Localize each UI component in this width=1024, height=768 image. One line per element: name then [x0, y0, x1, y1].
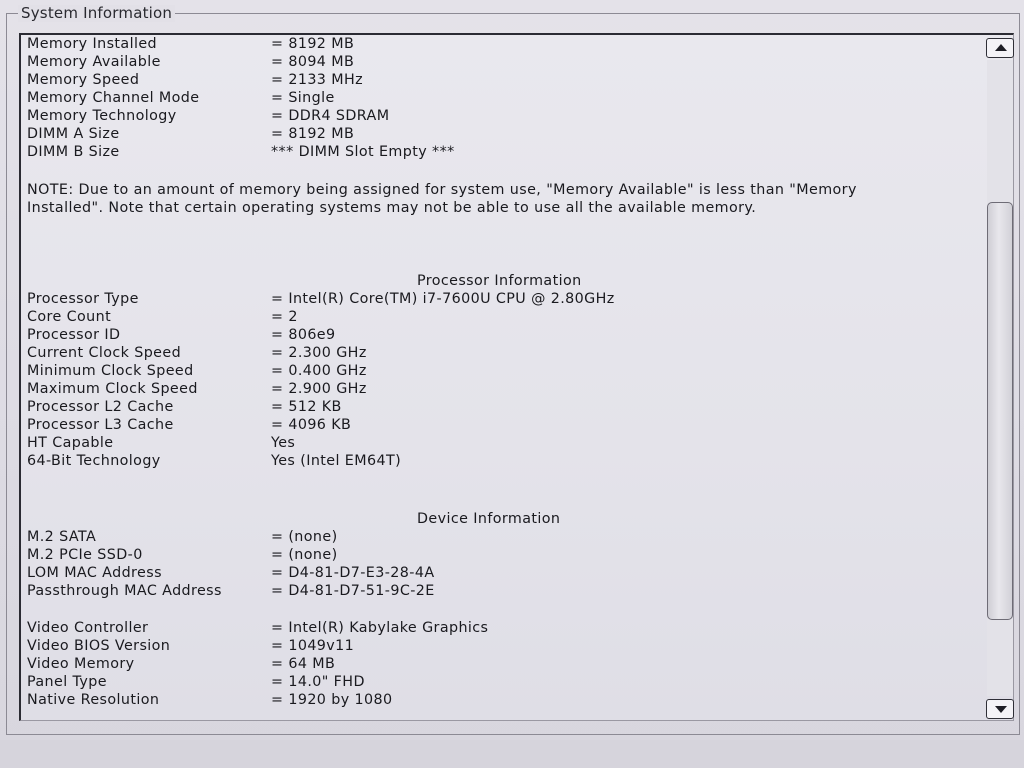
row-label: LOM MAC Address — [27, 565, 162, 581]
scroll-down-button[interactable] — [986, 699, 1014, 719]
row-value: = 8192 MB — [271, 126, 355, 142]
row-label: Processor L2 Cache — [27, 399, 174, 415]
row-label: Processor L3 Cache — [27, 417, 174, 433]
row-value: Yes (Intel EM64T) — [271, 453, 402, 469]
row-label: Video Controller — [27, 620, 149, 636]
row-label: Video Memory — [27, 656, 135, 672]
row-label: 64-Bit Technology — [27, 453, 161, 469]
row-value: = 2133 MHz — [271, 72, 364, 88]
row-value: = 1049v11 — [271, 638, 355, 654]
row-label: M.2 SATA — [27, 529, 97, 545]
row-value: = (none) — [271, 529, 338, 545]
row-label: Memory Installed — [27, 36, 157, 52]
row-value: = 1920 by 1080 — [271, 692, 393, 708]
row-value: = 2.300 GHz — [271, 345, 367, 361]
row-label: Video BIOS Version — [27, 638, 171, 654]
row-value: = D4-81-D7-51-9C-2E — [271, 583, 435, 599]
row-value: = Single — [271, 90, 335, 106]
row-value: Yes — [271, 435, 296, 451]
row-label: DIMM A Size — [27, 126, 120, 142]
row-value: = 4096 KB — [271, 417, 352, 433]
row-value: = 8192 MB — [271, 36, 355, 52]
row-value: = 8094 MB — [271, 54, 355, 70]
row-label: M.2 PCIe SSD-0 — [27, 547, 143, 563]
info-panel[interactable] — [19, 33, 1014, 721]
row-value: = (none) — [271, 547, 338, 563]
row-label: Memory Available — [27, 54, 161, 70]
scroll-thumb[interactable] — [987, 202, 1013, 620]
row-label: Minimum Clock Speed — [27, 363, 194, 379]
processor-heading: Processor Information — [417, 273, 582, 289]
row-label: Maximum Clock Speed — [27, 381, 198, 397]
memory-note: NOTE: Due to an amount of memory being assigned for system use, "Memory Available" is less than "Memory Installed". Note that certain operating systems may not be able to use all the available memory. — [27, 182, 857, 216]
row-label: Core Count — [27, 309, 112, 325]
chevron-down-icon — [994, 704, 1008, 714]
row-label: Processor Type — [27, 291, 139, 307]
chevron-up-icon — [994, 43, 1008, 53]
bottom-strip — [0, 740, 1024, 768]
row-label: DIMM B Size — [27, 144, 120, 160]
scroll-up-button[interactable] — [986, 38, 1014, 58]
device-heading: Device Information — [417, 511, 561, 527]
row-value: = DDR4 SDRAM — [271, 108, 390, 124]
row-value: = D4-81-D7-E3-28-4A — [271, 565, 435, 581]
row-value: = 64 MB — [271, 656, 336, 672]
row-value: = 0.400 GHz — [271, 363, 367, 379]
row-label: Memory Channel Mode — [27, 90, 200, 106]
row-label: Panel Type — [27, 674, 107, 690]
row-value: = 806e9 — [271, 327, 336, 343]
row-label: HT Capable — [27, 435, 114, 451]
row-label: Memory Speed — [27, 72, 140, 88]
row-value: *** DIMM Slot Empty *** — [271, 144, 455, 160]
row-label: Native Resolution — [27, 692, 160, 708]
row-value: = 2.900 GHz — [271, 381, 367, 397]
row-value: = 512 KB — [271, 399, 342, 415]
row-label: Memory Technology — [27, 108, 177, 124]
info-content — [27, 35, 977, 721]
row-value: = 14.0" FHD — [271, 674, 365, 690]
group-title: System Information — [18, 5, 175, 22]
row-value: = 2 — [271, 309, 298, 325]
row-value: = Intel(R) Core(TM) i7-7600U CPU @ 2.80GHz — [271, 291, 615, 307]
row-value: = Intel(R) Kabylake Graphics — [271, 620, 489, 636]
row-label: Processor ID — [27, 327, 121, 343]
row-label: Passthrough MAC Address — [27, 583, 222, 599]
row-label: Current Clock Speed — [27, 345, 182, 361]
vertical-scrollbar[interactable] — [986, 36, 1018, 722]
